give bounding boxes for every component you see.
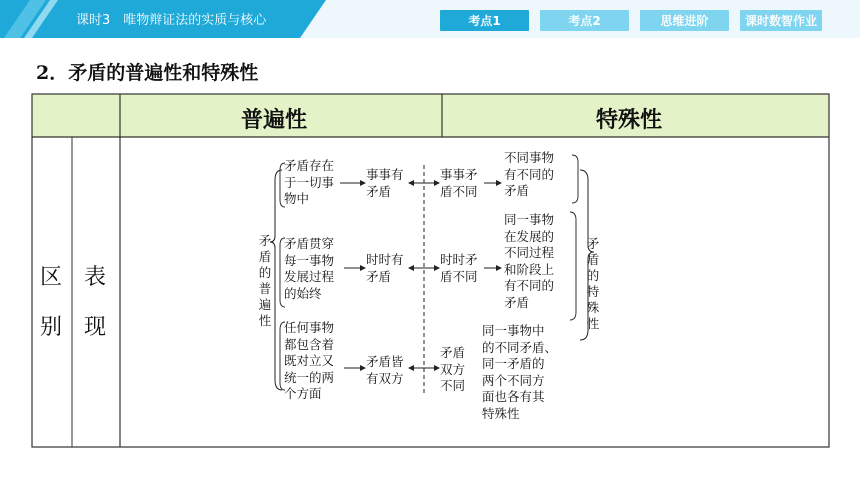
nav-tab-thinking[interactable]: 思维进阶 bbox=[640, 10, 729, 31]
nav-tab-homework[interactable]: 课时数智作业 bbox=[740, 10, 822, 31]
particular-desc-1: 不同事物 有不同的 矛盾 bbox=[504, 150, 555, 199]
universal-result-1: 事事有 矛盾 bbox=[366, 167, 404, 199]
universal-item-2: 矛盾贯穿 每一事物 发展过程 的始终 bbox=[284, 236, 335, 301]
universal-result-2: 时时有 矛盾 bbox=[366, 252, 404, 284]
row-label-manifestation-2: 现 bbox=[84, 315, 107, 340]
nav-tab-point-2[interactable]: 考点2 bbox=[540, 10, 629, 31]
column-header-particularity: 特殊性 bbox=[596, 108, 663, 133]
row-label-difference-1: 区 bbox=[40, 265, 63, 290]
particular-desc-3: 同一事物中 的不同矛盾、 同一矛盾的 两个不同方 面也各有其 特殊性 bbox=[482, 323, 558, 421]
particular-item-1: 事事矛 盾不同 bbox=[440, 167, 478, 199]
column-header-universality: 普遍性 bbox=[241, 108, 308, 133]
row-label-difference-2: 别 bbox=[40, 315, 63, 340]
particular-desc-2: 同一事物 在发展的 不同过程 和阶段上 有不同的 矛盾 bbox=[504, 212, 555, 310]
row-label-manifestation-1: 表 bbox=[84, 265, 107, 290]
lesson-title: 课时3 唯物辩证法的实质与核心 bbox=[76, 13, 267, 28]
universal-item-3: 任何事物 都包含着 既对立又 统一的两 个方面 bbox=[284, 320, 335, 402]
universal-item-1: 矛盾存在 于一切事 物中 bbox=[284, 158, 335, 207]
particular-item-3: 矛盾 双方 不同 bbox=[440, 345, 466, 394]
section-heading: 2．矛盾的普遍性和特殊性 bbox=[36, 62, 259, 84]
nav-tab-point-1[interactable]: 考点1 bbox=[440, 10, 529, 31]
universal-result-3: 矛盾皆 有双方 bbox=[366, 354, 404, 386]
particular-item-2: 时时矛 盾不同 bbox=[440, 252, 478, 284]
